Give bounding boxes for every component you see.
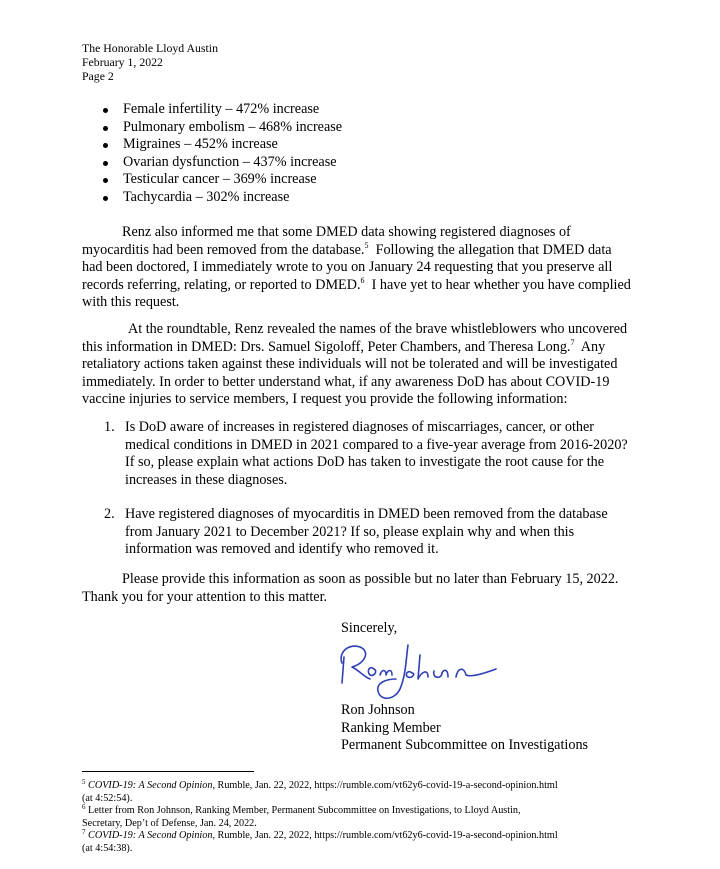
page-number: Page 2: [82, 69, 114, 83]
signer-title: Ranking Member: [341, 719, 441, 736]
footnote-link[interactable]: , Rumble, Jan. 22, 2022, https://rumble.com/vt62y6-covid-19-a-second-opinion.html: [212, 830, 558, 842]
paragraph-dmed-removal: Renz also informed me that some DMED data showing registered diagnoses of myocarditis had been removed from the database.$^5$ Following the allegation that DMED data had been doctored, I immediately wrote to you on January 24 requesting that you preserve all records referring, relating, or reported to DMED.$^6$ I have yet to hear whether you have complied with this request.: [82, 224, 631, 310]
footnote-ref-6[interactable]: 6: [360, 275, 365, 285]
signer-name: Ron Johnson: [341, 702, 415, 718]
recipient-line: The Honorable Lloyd Austin: [82, 41, 218, 55]
footnote-6: $^6$ Letter from Ron Johnson, Ranking Member, Permanent Subcommittee on Investigations, to Lloyd Austin, Secretary, Dep’t of Defense, Jan. 24, 2022.: [82, 803, 521, 829]
footnote-7: $^7$ COVID-19: A Second Opinion, Rumble, Jan. 22, 2022, https://rumble.com/vt62y6-covid-19-a-second-opinion.html (at 4:54:38).: [82, 828, 558, 854]
letter-header: [82, 41, 218, 83]
paragraph-whistleblowers: At the roundtable, Renz revealed the names of the brave whistleblowers who uncovered this information in DMED: Drs. Samuel Sigoloff, Peter Chambers, and Theresa Long.$^7$ Any retaliatory actions taken against these individuals will not be tolerated and will be investigated immediately. In order to better understand what, if any awareness DoD has about COVID-19 vaccine injuries to service members, I request you provide the following information:: [82, 321, 628, 407]
request-item: 1. Is DoD aware of increases in registered diagnoses of miscarriages, cancer, or other medical conditions in DMED in 2021 compared to a five-year average from 2016-2020? If so, please explain what actions DoD has taken to investigate the root cause for the increases in these diagnoses.: [104, 419, 628, 488]
diagnosis-increase-list: [103, 101, 342, 207]
salutation: Sincerely,: [341, 620, 398, 636]
information-requests: [104, 419, 664, 576]
handwritten-signature: [330, 635, 500, 705]
footnote-separator: [82, 771, 254, 772]
list-item: Ovarian dysfunction – 437% increase: [103, 154, 342, 172]
list-item: Tachycardia – 302% increase: [103, 189, 342, 207]
bullet-icon: [103, 178, 108, 183]
list-item: Female infertility – 472% increase: [103, 101, 342, 119]
footnote-5: $^5$ COVID-19: A Second Opinion, Rumble, Jan. 22, 2022, https://rumble.com/vt62y6-covid-19-a-second-opinion.html (at 4:52:54).: [82, 778, 558, 804]
list-item: Pulmonary embolism – 468% increase: [103, 119, 342, 137]
bullet-icon: [103, 161, 108, 166]
list-item: Migraines – 452% increase: [103, 136, 342, 154]
request-item: 2. Have registered diagnoses of myocarditis in DMED been removed from the database from January 2021 to December 2021? If so, please explain why and when this information was removed and identify who removed it.: [104, 506, 608, 557]
footnote-link[interactable]: , Rumble, Jan. 22, 2022, https://rumble.com/vt62y6-covid-19-a-second-opinion.html: [212, 780, 558, 791]
bullet-icon: [103, 196, 108, 201]
signature-block: [341, 702, 588, 755]
bullet-icon: [103, 143, 108, 148]
list-item: Testicular cancer – 369% increase: [103, 171, 342, 189]
paragraph-deadline: Please provide this information as soon as possible but no later than February 15, 2022. Thank you for your attention to this matter.: [82, 571, 619, 605]
date-line: February 1, 2022: [82, 55, 163, 69]
footnotes: [82, 780, 682, 856]
footnote-ref-5[interactable]: 5: [364, 240, 369, 250]
bullet-icon: [103, 108, 108, 113]
bullet-icon: [103, 126, 108, 131]
footnote-ref-7[interactable]: 7: [570, 337, 575, 347]
signer-committee: Permanent Subcommittee on Investigations: [341, 737, 589, 753]
